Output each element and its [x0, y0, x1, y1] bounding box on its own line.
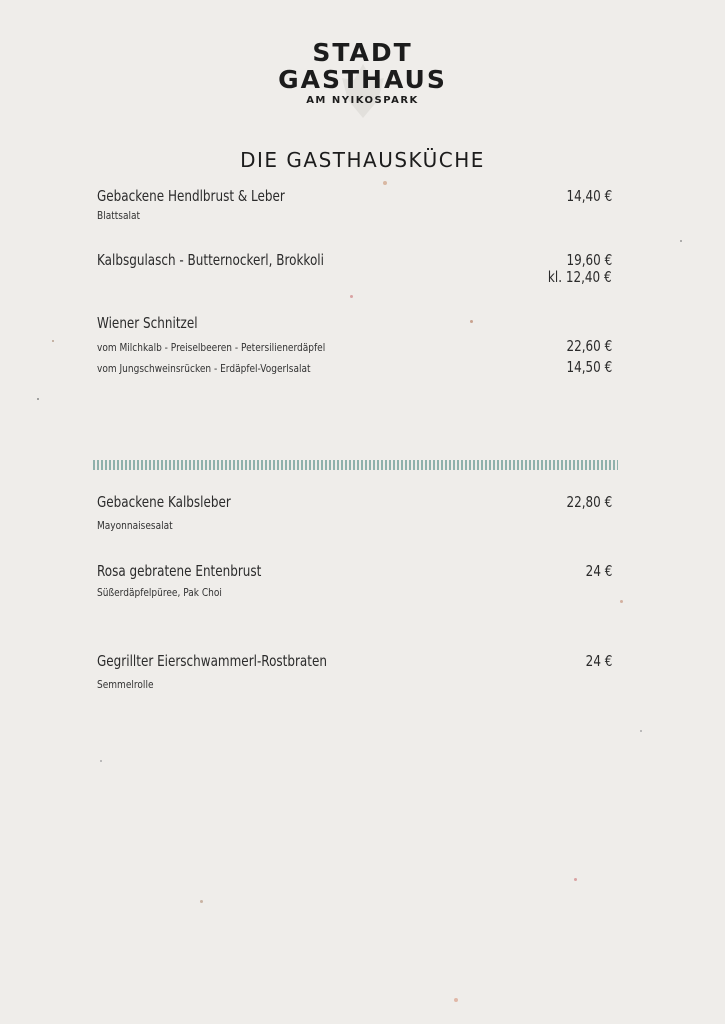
menu-item-name: Rosa gebratene Entenbrust — [97, 562, 262, 580]
menu-item-variant: vom Jungschweinsrücken - Erdäpfel-Vogerlsalat — [97, 362, 311, 375]
brand-line-2: GASTHAUS — [278, 65, 447, 94]
menu-item-variant-price: 14,50 € — [566, 358, 612, 376]
menu-item-description: Süßerdäpfelpüree, Pak Choi — [97, 586, 222, 599]
menu-item-price: 22,80 € — [566, 493, 612, 511]
menu-item-name: Gegrillter Eierschwammerl-Rostbraten — [97, 652, 327, 670]
brand-line-1: STADT — [312, 38, 413, 67]
section-title: DIE GASTHAUSKÜCHE — [240, 148, 485, 172]
menu-item-name: Gebackene Hendlbrust & Leber — [97, 187, 285, 205]
brand-logo — [0, 40, 725, 106]
menu-item-price: 14,40 € — [566, 187, 612, 205]
menu-item-price-small: kl. 12,40 € — [548, 268, 612, 286]
menu-item-name: Wiener Schnitzel — [97, 314, 198, 332]
menu-item-description: Semmelrolle — [97, 678, 154, 691]
menu-item-name: Gebackene Kalbsleber — [97, 493, 231, 511]
menu-item-name: Kalbsgulasch - Butternockerl, Brokkoli — [97, 251, 324, 269]
menu-item-variant-price: 22,60 € — [566, 337, 612, 355]
menu-item-price: 19,60 € — [566, 251, 612, 269]
menu-item-description: Mayonnaisesalat — [97, 519, 173, 532]
menu-item-description: Blattsalat — [97, 209, 141, 222]
brand-line-3: AM NYIKOSPARK — [306, 95, 419, 106]
menu-item-variant: vom Milchkalb - Preiselbeeren - Petersilienerdäpfel — [97, 341, 326, 354]
section-divider — [93, 460, 618, 470]
menu-item-price: 24 € — [585, 562, 612, 580]
menu-item-price: 24 € — [585, 652, 612, 670]
